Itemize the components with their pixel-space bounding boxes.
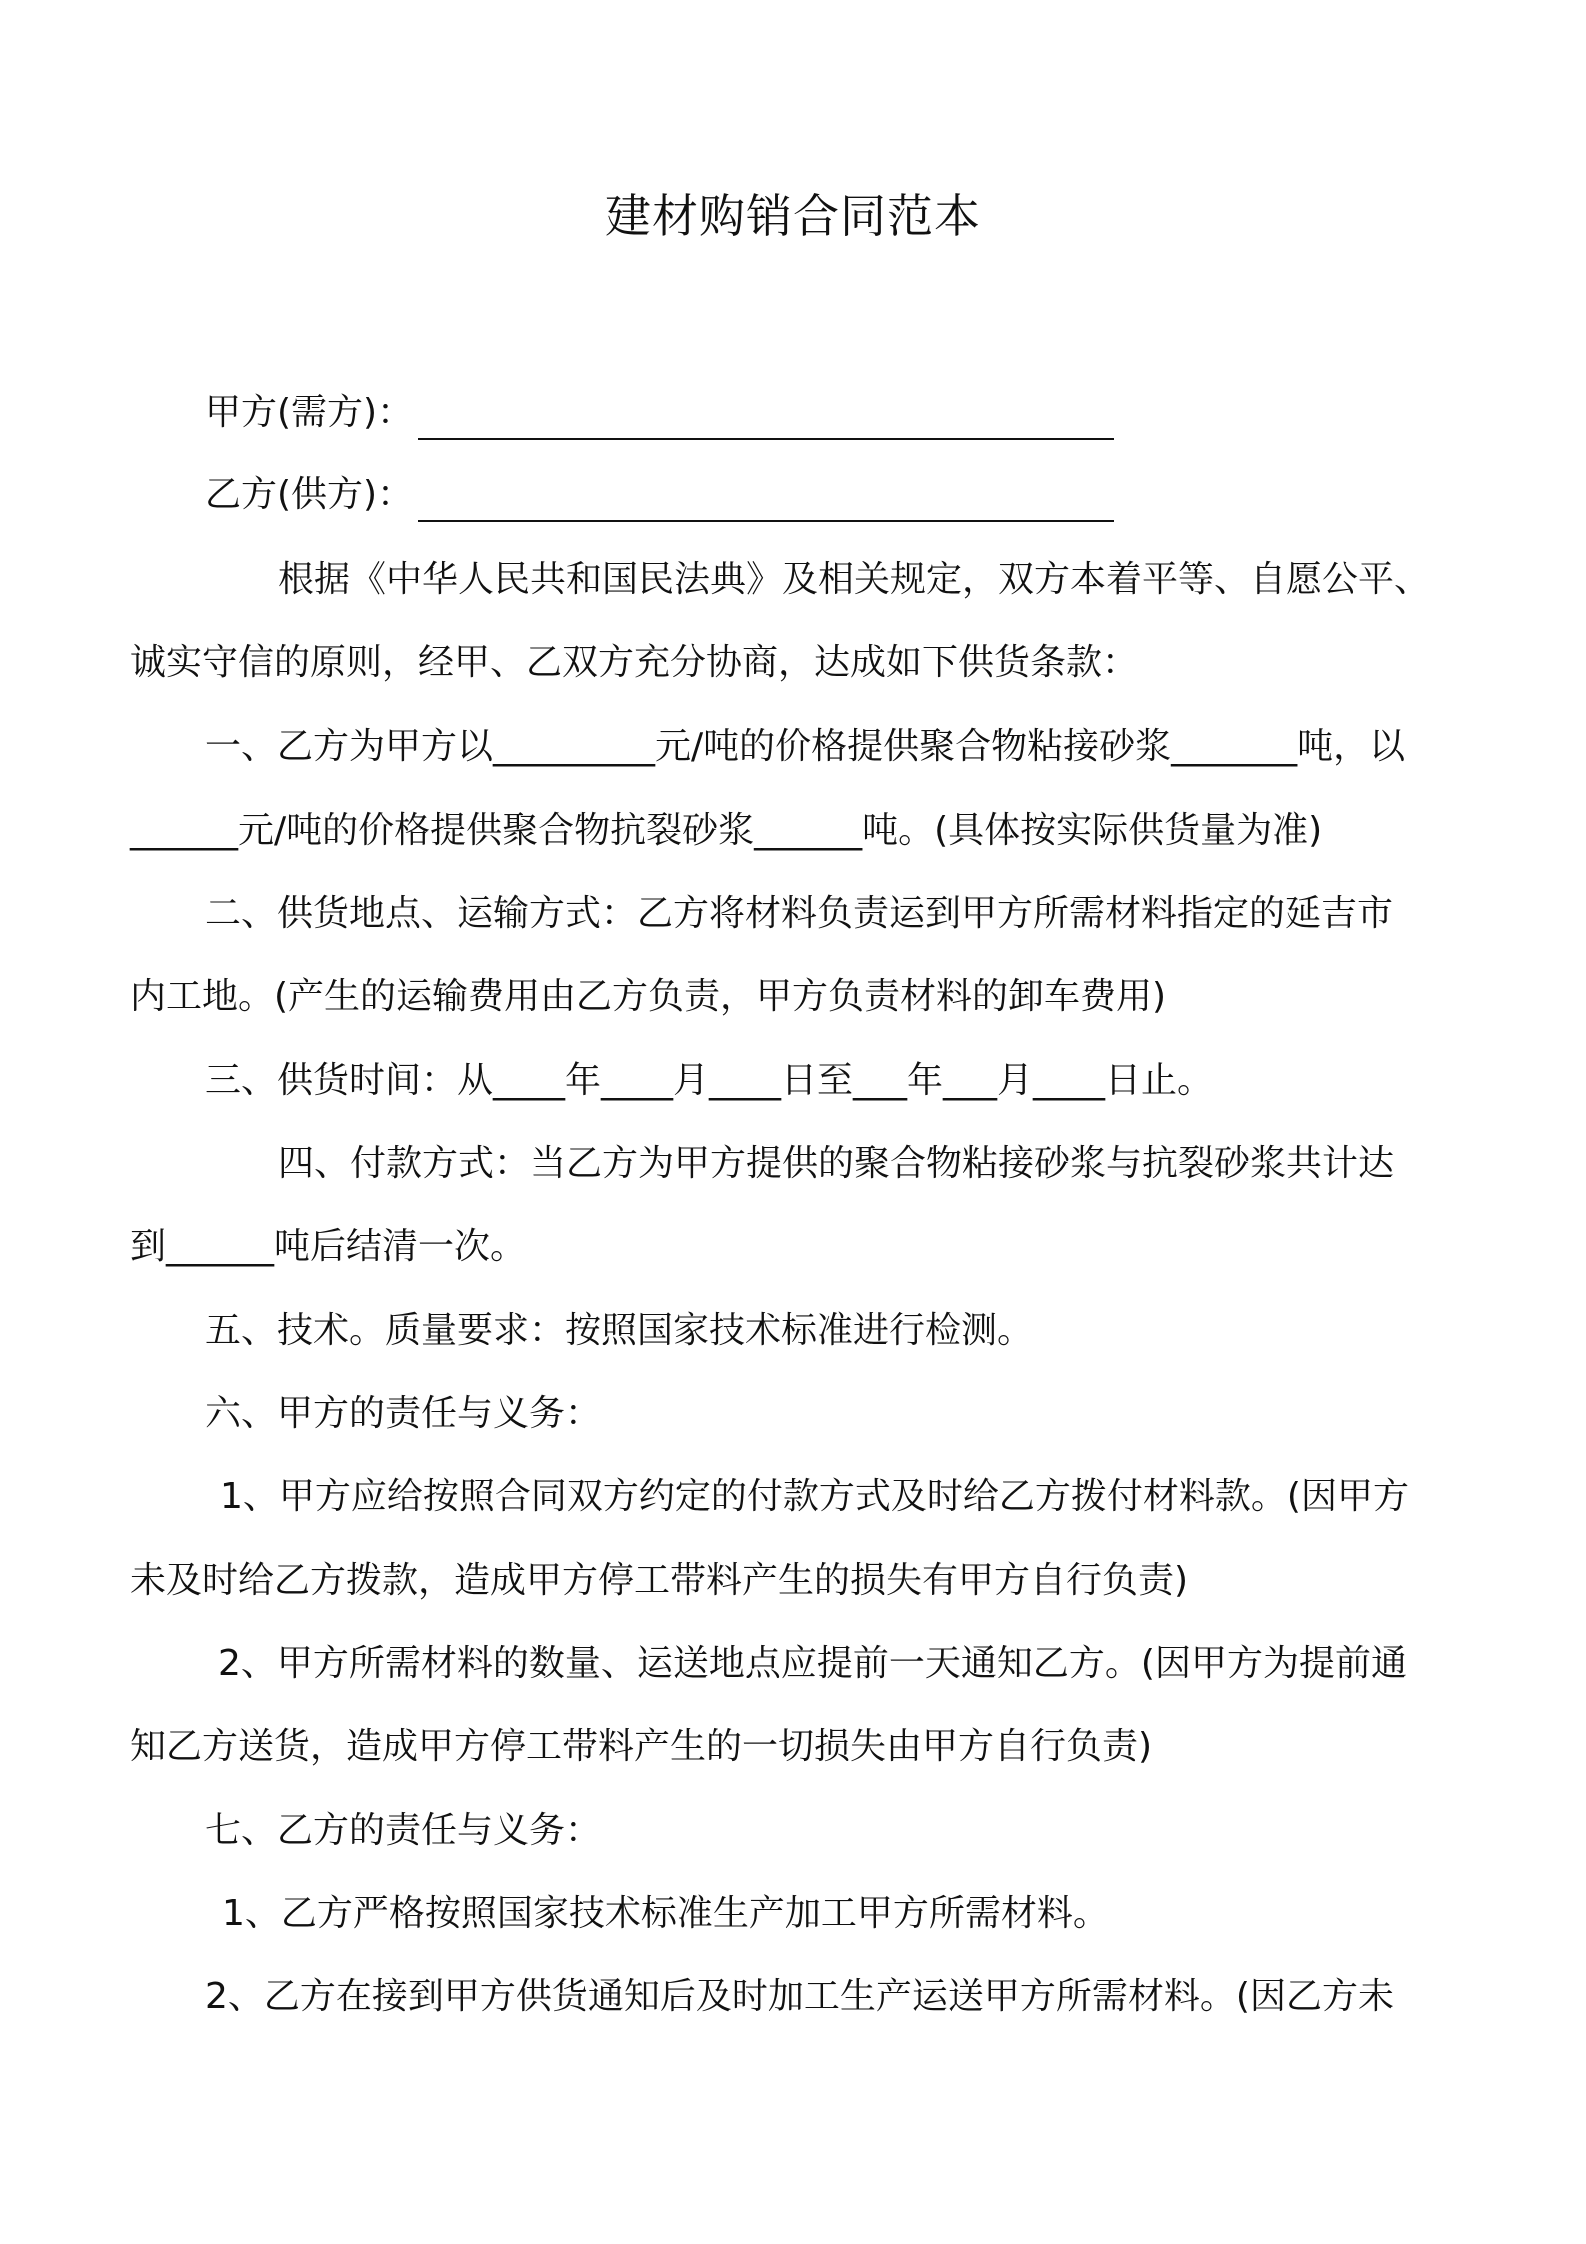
- clause-5-line: 五、技术。质量要求：按照国家技术标准进行检测。: [205, 1310, 1034, 1351]
- clause-6-heading: 六、甲方的责任与义务：: [205, 1393, 602, 1434]
- clause-4-line-1: 四、付款方式：当乙方为甲方提供的聚合物粘接砂浆与抗裂砂浆共计达: [278, 1143, 1395, 1184]
- clause-7-item-2-line-1: 2、乙方在接到甲方供货通知后及时加工生产运送甲方所需材料。(因乙方未: [205, 1976, 1394, 2017]
- clause-7-item-1-line: 1、乙方严格按照国家技术标准生产加工甲方所需材料。: [222, 1893, 1109, 1934]
- clause-6-item-1-line-2: 未及时给乙方拨款，造成甲方停工带料产生的损失有甲方自行负责): [130, 1560, 1189, 1601]
- clause-6-item-2-line-2: 知乙方送货，造成甲方停工带料产生的一切损失由甲方自行负责): [130, 1726, 1153, 1767]
- party-b-label: 乙方(供方)：: [205, 474, 414, 515]
- clause-2-line-2: 内工地。(产生的运输费用由乙方负责，甲方负责材料的卸车费用): [130, 976, 1167, 1017]
- clause-7-heading: 七、乙方的责任与义务：: [205, 1810, 602, 1851]
- clause-6-item-1-line-1: 1、甲方应给按照合同双方约定的付款方式及时给乙方拨付材料款。(因甲方: [220, 1476, 1409, 1517]
- party-a-label: 甲方(需方)：: [205, 392, 414, 433]
- preamble-line-1: 根据《中华人民共和国民法典》及相关规定，双方本着平等、自愿公平、: [278, 559, 1431, 600]
- document-title: 建材购销合同范本: [605, 189, 981, 243]
- party-a-blank-line: [418, 438, 1114, 440]
- clause-2-line-1: 二、供货地点、运输方式：乙方将材料负责运到甲方所需材料指定的延吉市: [205, 893, 1394, 934]
- preamble-line-2: 诚实守信的原则，经甲、乙双方充分协商，达成如下供货条款：: [130, 642, 1139, 683]
- clause-4-line-2: 到______吨后结清一次。: [130, 1226, 527, 1267]
- clause-3-line: 三、供货时间：从____年____月____日至___年___月____日止。: [205, 1060, 1214, 1101]
- clause-1-line-1: 一、乙方为甲方以_________元/吨的价格提供聚合物粘接砂浆_______吨，以: [205, 726, 1406, 767]
- clause-6-item-2-line-1: 2、甲方所需材料的数量、运送地点应提前一天通知乙方。(因甲方为提前通: [218, 1643, 1407, 1684]
- party-b-blank-line: [418, 520, 1114, 522]
- clause-1-line-2: ______元/吨的价格提供聚合物抗裂砂浆______吨。(具体按实际供货量为准): [130, 810, 1323, 851]
